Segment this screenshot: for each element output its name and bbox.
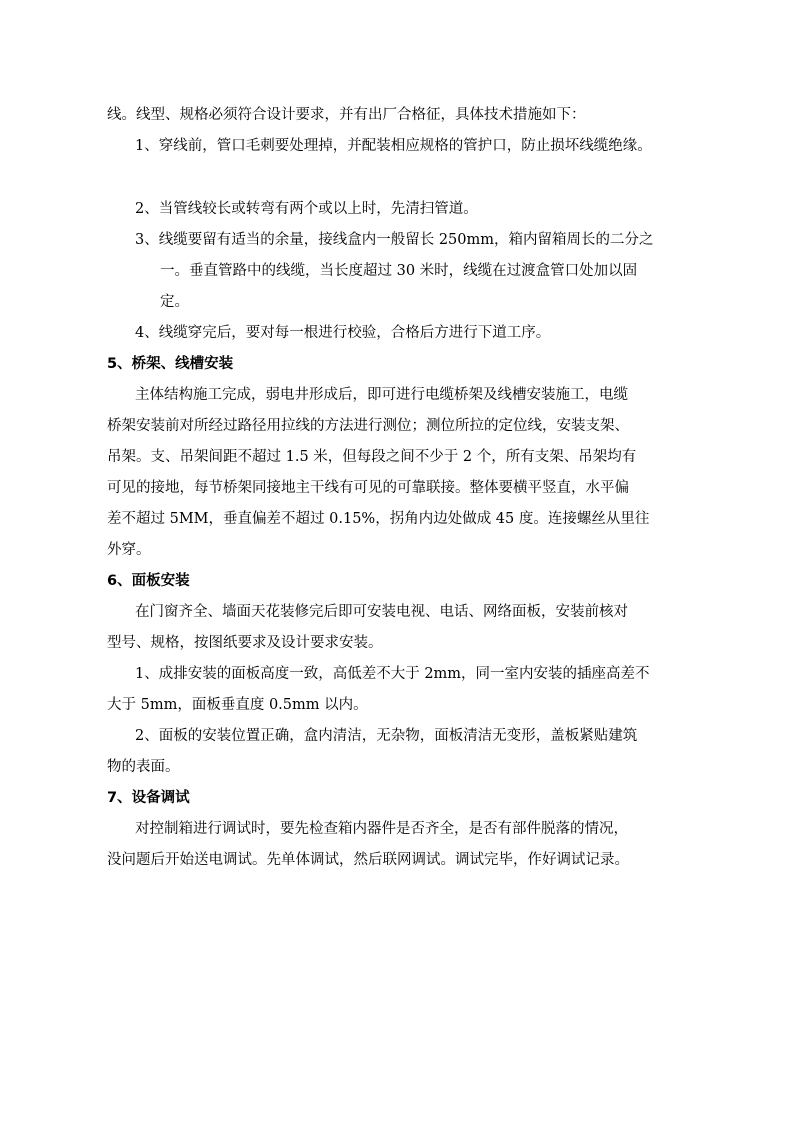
text-line: 4、线缆穿完后，要对每一根进行校验，合格后方进行下道工序。	[135, 325, 551, 341]
text-line: 桥架安装前对所经过路径用拉线的方法进行测位；测位所拉的定位线，安装支架、	[107, 418, 629, 434]
section-heading-5: 5、桥架、线槽安装	[107, 356, 234, 372]
text-line: 1、穿线前，管口毛刺要处理掉，并配装相应规格的管护口，防止损坏线缆绝缘。	[135, 138, 652, 154]
text-line: 物的表面。	[107, 759, 180, 775]
text-line: 差不超过 5MM，垂直偏差不超过 0.15%，拐角内边处做成 45 度。连接螺丝从里往	[107, 511, 650, 527]
text-line: 定。	[160, 294, 189, 310]
text-line: 2、当管线较长或转弯有两个或以上时，先清扫管道。	[135, 201, 478, 217]
text-line: 吊架。支、吊架间距不超过 1.5 米，但每段之间不少于 2 个，所有支架、吊架均有	[107, 449, 637, 465]
section-heading-7: 7、设备调试	[107, 790, 190, 806]
text-line: 3、线缆要留有适当的余量，接线盒内一般留长 250mm，箱内留箱周长的二分之	[135, 232, 654, 248]
text-line: 可见的接地，每节桥架同接地主干线有可见的可靠联接。整体要横平竖直，水平偏	[107, 480, 629, 496]
section-heading-6: 6、面板安装	[107, 573, 190, 589]
text-line: 2、面板的安装位置正确，盒内清洁，无杂物，面板清洁无变形，盖板紧贴建筑	[135, 728, 638, 744]
text-line: 外穿。	[107, 542, 151, 558]
text-line: 线。线型、规格必须符合设计要求，并有出厂合格征，具体技术措施如下：	[107, 107, 586, 123]
text-line: 对控制箱进行调试时，要先检查箱内器件是否齐全，是否有部件脱落的情况，	[135, 821, 628, 837]
text-line: 没问题后开始送电调试。先单体调试，然后联网调试。调试完毕，作好调试记录。	[107, 852, 629, 868]
text-line: 一。垂直管路中的线缆，当长度超过 30 米时，线缆在过渡盒管口处加以固	[160, 263, 638, 279]
text-line: 大于 5mm，面板垂直度 0.5mm 以内。	[107, 697, 368, 713]
text-line: 型号、规格，按图纸要求及设计要求安装。	[107, 635, 383, 651]
text-line: 1、成排安装的面板高度一致，高低差不大于 2mm，同一室内安装的插座高差不	[135, 666, 650, 682]
text-line: 主体结构施工完成，弱电井形成后，即可进行电缆桥架及线槽安装施工，电缆	[135, 387, 628, 403]
text-line: 在门窗齐全、墙面天花装修完后即可安装电视、电话、网络面板，安装前核对	[135, 604, 628, 620]
